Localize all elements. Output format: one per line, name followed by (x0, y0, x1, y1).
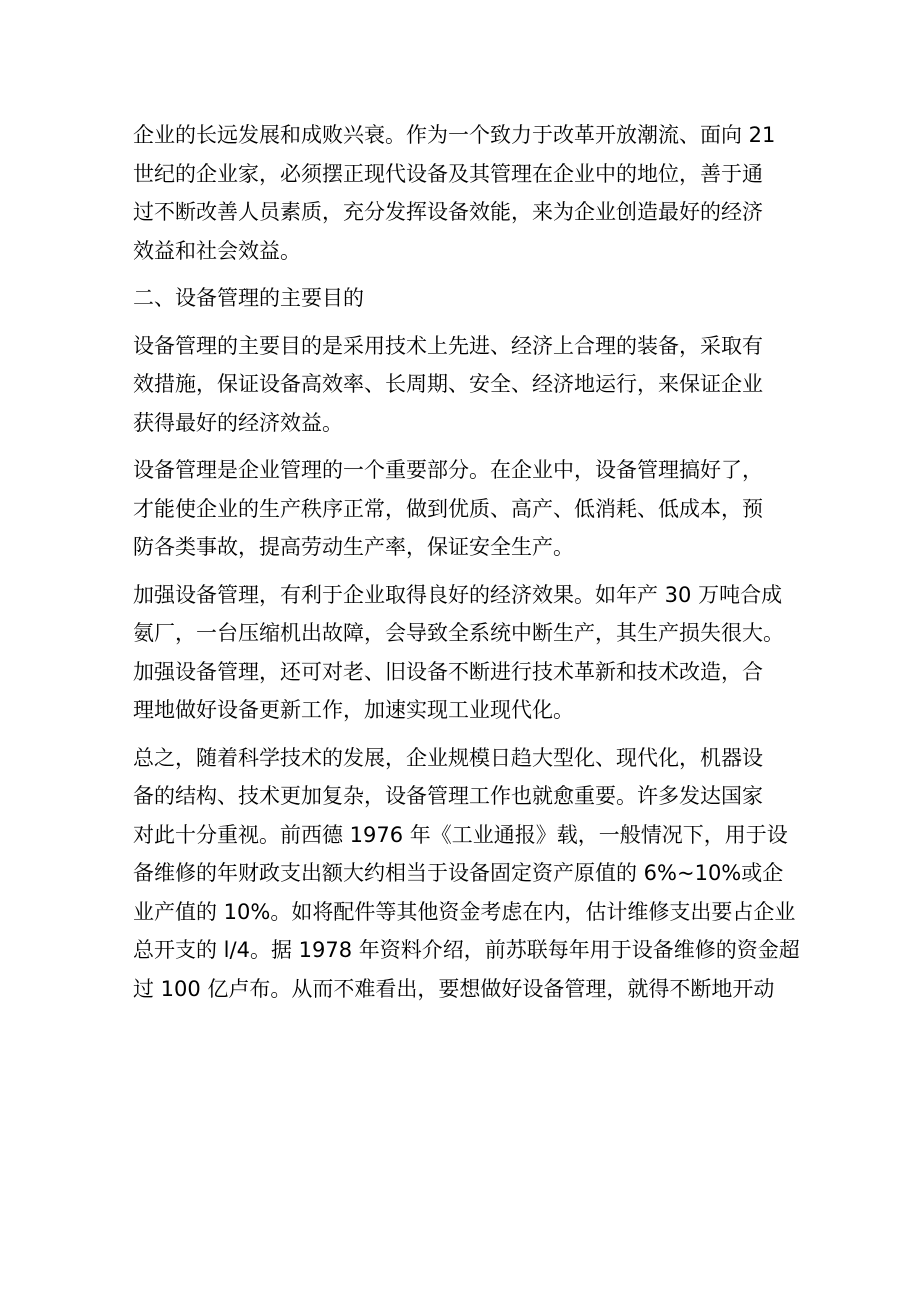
text-line: 备维修的年财政支出额大约相当于设备固定资产原值的 6%~10%或企 (133, 861, 784, 885)
text-line: 理地做好设备更新工作，加速实现工业现代化。 (133, 698, 574, 722)
paragraph (133, 327, 793, 443)
text-line: 备的结构、技术更加复杂，设备管理工作也就愈重要。许多发达国家 (133, 784, 763, 808)
text-line: 才能使企业的生产秩序正常，做到优质、高产、低消耗、低成本，预 (133, 496, 763, 521)
text-line: 过 100 亿卢布。从而不难看出，要想做好设备管理，就得不断地开动 (133, 976, 775, 1001)
text-line: 效益和社会效益。 (133, 238, 301, 263)
text-line: 效措施，保证设备高效率、长周期、安全、经济地运行，来保证企业 (133, 372, 763, 396)
section-heading-text: 二、设备管理的主要目的 (133, 286, 364, 310)
text-line: 加强设备管理，有利于企业取得良好的经济效果。如年产 30 万吨合成 (133, 582, 783, 607)
text-line: 设备管理的主要目的是采用技术上先进、经济上合理的装备，采取有 (133, 333, 763, 358)
text-line: 业产值的 10%。如将配件等其他资金考虑在内，估计维修支出要占企业 (133, 899, 796, 924)
text-line: 企业的长远发展和成败兴衰。作为一个致力于改革开放潮流、面向 21 (133, 123, 776, 147)
text-line: 获得最好的经济效益。 (133, 410, 343, 435)
text-line: 过不断改善人员素质，充分发挥设备效能，来为企业创造最好的经济 (133, 200, 763, 224)
text-line: 总之，随着科学技术的发展，企业规模日趋大型化、现代化，机器设 (133, 745, 763, 770)
paragraph (133, 576, 793, 730)
text-line: 氨厂，一台压缩机出故障，会导致全系统中断生产，其生产损失很大。 (133, 621, 784, 645)
text-line: 对此十分重视。前西德 1976 年《工业通报》载，一般情况下，用于设 (133, 822, 788, 847)
text-line: 加强设备管理，还可对老、旧设备不断进行技术革新和技术改造，合 (133, 659, 763, 684)
text-line: 防各类事故，提高劳动生产率，保证安全生产。 (133, 535, 574, 559)
document-body (133, 116, 800, 1008)
text-line: 总开支的 l/4。据 1978 年资料介绍，前苏联每年用于设备维修的资金超 (133, 938, 800, 962)
paragraph (133, 451, 793, 567)
paragraph (133, 116, 793, 270)
paragraph (133, 739, 800, 1009)
section-heading (133, 279, 793, 318)
text-line: 世纪的企业家，必须摆正现代设备及其管理在企业中的地位，善于通 (133, 161, 763, 186)
text-line: 设备管理是企业管理的一个重要部分。在企业中，设备管理搞好了， (133, 458, 763, 482)
